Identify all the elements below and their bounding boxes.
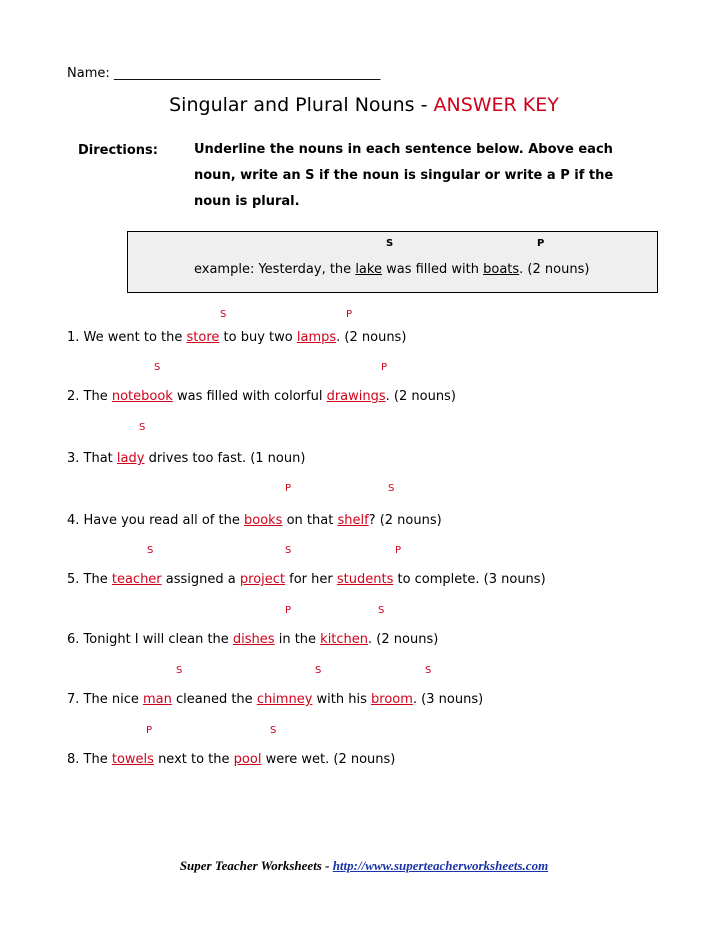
sentence-text: in the <box>274 632 321 647</box>
sentence <box>67 752 395 767</box>
sentence-text: 8. The <box>67 752 112 767</box>
title-text: Singular and Plural Nouns - <box>169 94 428 116</box>
answer-mark: S <box>220 309 227 320</box>
name-blank: _________________________________________ <box>113 66 381 81</box>
example-sentence <box>194 262 589 277</box>
answer-mark: S <box>139 422 146 433</box>
page-title <box>0 94 728 116</box>
noun-answer: towels <box>111 752 154 767</box>
sentence-text: with his <box>312 692 372 707</box>
noun-answer: store <box>186 330 220 345</box>
answer-mark: S <box>315 665 322 676</box>
noun-answer: pool <box>233 752 262 767</box>
noun-answer: lamps <box>296 330 337 345</box>
footer-link[interactable]: http://www.superteacherworksheets.com <box>332 858 549 873</box>
sentence <box>67 451 305 466</box>
sentence <box>67 389 456 404</box>
sentence-text: for her <box>285 572 337 587</box>
directions-label: Directions: <box>78 143 158 158</box>
example-mark-p: P <box>537 238 545 249</box>
example-box <box>127 231 658 293</box>
sentence-text: 7. The nice <box>67 692 143 707</box>
sentence-text: were wet. (2 nouns) <box>261 752 396 767</box>
sentence-text: ? (2 nouns) <box>368 513 442 528</box>
noun-answer: shelf <box>337 513 369 528</box>
noun-answer: drawings <box>326 389 386 404</box>
noun-answer: project <box>239 572 286 587</box>
sentence-text: next to the <box>153 752 234 767</box>
noun-answer: kitchen <box>320 632 369 647</box>
sentence-text: . (2 nouns) <box>368 632 439 647</box>
answer-mark: P <box>285 483 292 494</box>
answer-mark: P <box>381 362 388 373</box>
answer-mark: P <box>146 725 153 736</box>
sentence-text: 3. That <box>67 451 117 466</box>
sentence-text: . (2 nouns) <box>385 389 456 404</box>
example-prefix: example: Yesterday, the <box>194 262 356 277</box>
noun-answer: notebook <box>111 389 173 404</box>
sentence-text: 6. Tonight I will clean the <box>67 632 233 647</box>
sentence-text: . (3 nouns) <box>412 692 484 707</box>
sentence-text: 1. We went to the <box>67 330 187 345</box>
answer-mark: S <box>176 665 183 676</box>
example-mark-s: S <box>386 238 394 249</box>
answer-mark: S <box>425 665 432 676</box>
answer-mark: S <box>378 605 385 616</box>
noun-answer: lady <box>116 451 145 466</box>
sentence-text: cleaned the <box>171 692 257 707</box>
sentence-text: was filled with colorful <box>172 389 327 404</box>
answer-mark: P <box>395 545 402 556</box>
sentence-text: . (2 nouns) <box>336 330 407 345</box>
sentence-text: drives too fast. (1 noun) <box>144 451 306 466</box>
directions-text: Underline the nouns in each sentence below. Above each noun, write an S if the noun is singular or write a P if the noun is plural. <box>194 142 614 209</box>
example-suffix: . (2 nouns) <box>519 262 590 277</box>
noun-answer: broom <box>371 692 413 707</box>
footer <box>0 858 728 874</box>
answer-mark: S <box>147 545 154 556</box>
noun-answer: teacher <box>111 572 162 587</box>
sentence-text: 2. The <box>67 389 112 404</box>
answer-mark: S <box>154 362 161 373</box>
name-label: Name: <box>67 66 110 81</box>
answer-key-label: ANSWER KEY <box>433 94 559 116</box>
noun-answer: dishes <box>232 632 275 647</box>
sentence <box>67 632 438 647</box>
answer-mark: S <box>388 483 395 494</box>
example-noun: lake <box>355 262 382 277</box>
noun-answer: students <box>336 572 394 587</box>
name-field <box>67 66 380 81</box>
sentence <box>67 692 483 707</box>
noun-answer: man <box>142 692 172 707</box>
footer-brand: Super Teacher Worksheets - <box>179 858 333 873</box>
answer-mark: S <box>270 725 277 736</box>
answer-mark: S <box>285 545 292 556</box>
sentence-text: on that <box>282 513 338 528</box>
sentence-text: 4. Have you read all of the <box>67 513 244 528</box>
answer-mark: P <box>346 309 353 320</box>
sentence-text: 5. The <box>67 572 112 587</box>
sentence-text: to buy two <box>219 330 297 345</box>
example-noun: boats <box>483 262 520 277</box>
sentence-text: to complete. (3 nouns) <box>393 572 546 587</box>
sentence <box>67 330 406 345</box>
sentence <box>67 572 546 587</box>
example-middle: was filled with <box>381 262 484 277</box>
noun-answer: chimney <box>256 692 313 707</box>
answer-mark: P <box>285 605 292 616</box>
noun-answer: books <box>243 513 283 528</box>
sentence-text: assigned a <box>161 572 240 587</box>
sentence <box>67 513 442 528</box>
